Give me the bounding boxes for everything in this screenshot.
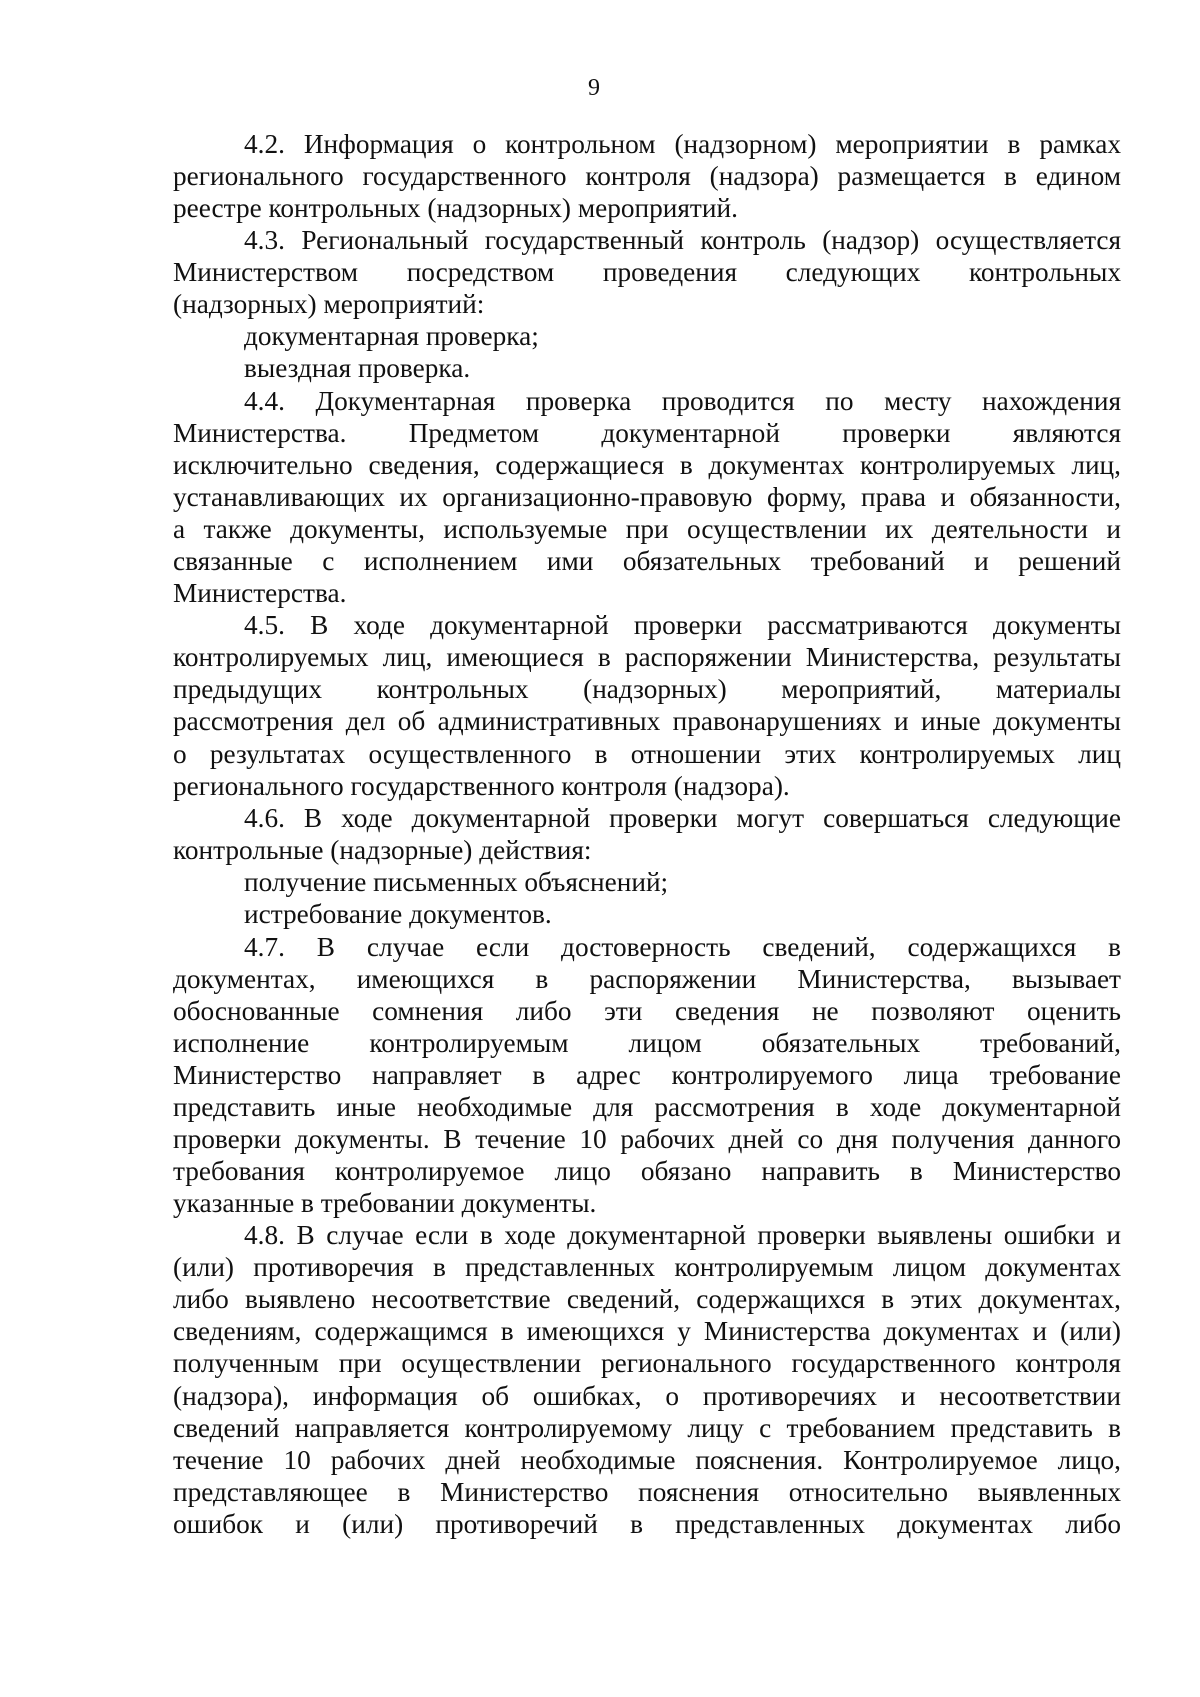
text-line: документарная проверка; — [244, 321, 539, 351]
text-line: Министерством посредством проведения следующих контрольных — [173, 257, 1121, 287]
text-line: исполнение контролируемым лицом обязательных требований, — [173, 1028, 1121, 1058]
text-line: устанавливающих их организационно-правовую форму, права и обязанности, — [173, 482, 1121, 512]
text-line: 4.6. В ходе документарной проверки могут совершаться следующие — [244, 803, 1121, 833]
page-number: 9 — [588, 75, 600, 101]
text-line: а также документы, используемые при осуществлении их деятельности и — [173, 514, 1121, 544]
text-line: контрольные (надзорные) действия: — [173, 835, 592, 865]
text-line: регионального государственного контроля (надзора). — [173, 771, 790, 801]
text-line: (или) противоречия в представленных контролируемым лицом документах — [173, 1252, 1121, 1282]
text-line: предыдущих контрольных (надзорных) мероприятий, материалы — [173, 674, 1121, 704]
text-line: Министерства. — [173, 578, 347, 608]
text-line: течение 10 рабочих дней необходимые пояснения. Контролируемое лицо, — [173, 1445, 1121, 1475]
text-line: требования контролируемое лицо обязано направить в Министерство — [173, 1156, 1121, 1186]
text-line: (надзорных) мероприятий: — [173, 289, 485, 319]
text-line: о результатах осуществленного в отношении этих контролируемых лиц — [173, 739, 1121, 769]
text-line: сведениям, содержащимся в имеющихся у Министерства документах и (или) — [173, 1316, 1121, 1346]
text-line: получение письменных объяснений; — [244, 867, 669, 897]
text-line: исключительно сведения, содержащиеся в документах контролируемых лиц, — [173, 450, 1121, 480]
text-line: обоснованные сомнения либо эти сведения не позволяют оценить — [173, 996, 1121, 1026]
text-line: 4.3. Региональный государственный контроль (надзор) осуществляется — [244, 225, 1121, 255]
text-line: проверки документы. В течение 10 рабочих дней со дня получения данного — [173, 1124, 1121, 1154]
text-line: реестре контрольных (надзорных) мероприятий. — [173, 193, 738, 223]
text-line: Министерства. Предметом документарной проверки являются — [173, 418, 1121, 448]
text-line: истребование документов. — [244, 899, 552, 929]
text-line: Министерство направляет в адрес контролируемого лица требование — [173, 1060, 1121, 1090]
text-line: 4.7. В случае если достоверность сведений, содержащихся в — [244, 932, 1121, 962]
text-line: 4.4. Документарная проверка проводится по месту нахождения — [244, 386, 1121, 416]
text-line: регионального государственного контроля (надзора) размещается в едином — [173, 161, 1121, 191]
text-line: связанные с исполнением ими обязательных требований и решений — [173, 546, 1121, 576]
text-line: представляющее в Министерство пояснения относительно выявленных — [173, 1477, 1121, 1507]
text-line: рассмотрения дел об административных правонарушениях и иные документы — [173, 706, 1121, 736]
text-line: сведений направляется контролируемому лицу с требованием представить в — [173, 1413, 1121, 1443]
text-line: полученным при осуществлении регионального государственного контроля — [173, 1348, 1121, 1378]
text-line: представить иные необходимые для рассмотрения в ходе документарной — [173, 1092, 1121, 1122]
text-line: указанные в требовании документы. — [173, 1188, 597, 1218]
text-line: выездная проверка. — [244, 353, 471, 383]
text-line: (надзора), информация об ошибках, о противоречиях и несоответствии — [173, 1381, 1121, 1411]
text-line: ошибок и (или) противоречий в представленных документах либо — [173, 1509, 1121, 1539]
text-line: 4.2. Информация о контрольном (надзорном) мероприятии в рамках — [244, 129, 1121, 159]
text-line: документах, имеющихся в распоряжении Министерства, вызывает — [173, 964, 1121, 994]
text-line: либо выявлено несоответствие сведений, содержащихся в этих документах, — [173, 1284, 1121, 1314]
text-line: контролируемых лиц, имеющиеся в распоряжении Министерства, результаты — [173, 642, 1121, 672]
text-line: 4.8. В случае если в ходе документарной проверки выявлены ошибки и — [244, 1220, 1121, 1250]
text-line: 4.5. В ходе документарной проверки рассматриваются документы — [244, 610, 1121, 640]
